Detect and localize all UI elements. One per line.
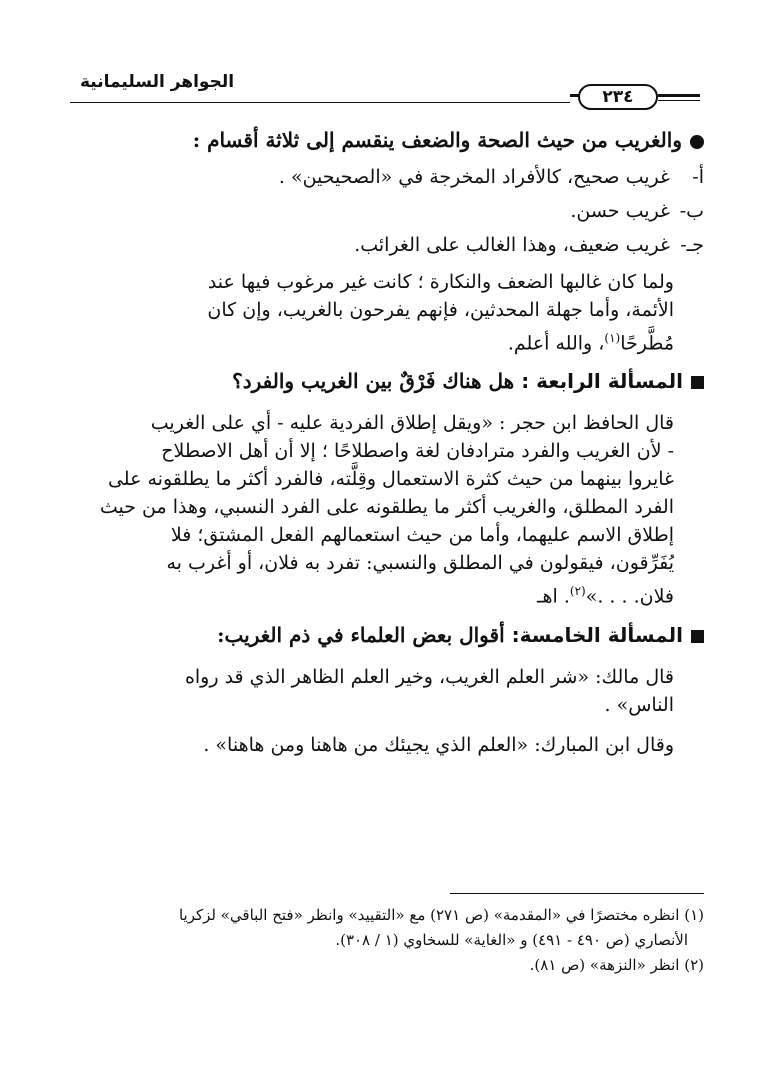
- list-item: [68, 234, 704, 256]
- section-heading-4: [68, 369, 704, 393]
- intro-heading: [68, 128, 704, 152]
- paragraph-fragment: فلان. . . .»: [585, 585, 674, 608]
- page-number-badge: [570, 84, 700, 110]
- paragraph-line: [68, 577, 674, 610]
- list-item: [68, 200, 704, 222]
- paragraph-line: [68, 324, 674, 357]
- list-marker: ب-: [679, 200, 704, 222]
- section-title: أقوال بعض العلماء في ذم الغريب:: [217, 622, 505, 647]
- paragraph-line: الفرد المطلق، والغريب أكثر ما يطلقونه على الفرد النسبي، وهذا من حيث: [99, 496, 674, 519]
- page-number: ٢٣٤: [578, 84, 658, 110]
- paragraph-fragment: ، والله أعلم.: [507, 332, 605, 355]
- paragraph-line: وقال ابن المبارك: «العلم الذي يجيئك من هاهنا ومن هاهنا» .: [203, 733, 674, 756]
- section-heading-5: [68, 623, 704, 647]
- header-rule: [70, 102, 570, 103]
- footnote-line: (١) انظره مختصرًا في «المقدمة» (ص ٢٧١) مع «التقييد» وانظر «فتح الباقي» لزكريا: [178, 906, 704, 924]
- footnote-rule: [450, 893, 704, 894]
- square-bullet-icon: [691, 376, 704, 389]
- paragraph: [68, 663, 704, 719]
- intro-heading-text: والغريب من حيث الصحة والضعف ينقسم إلى ثلاثة أقسام :: [192, 128, 682, 152]
- square-bullet-icon: [691, 630, 704, 643]
- footnote-line: الأنصاري (ص ٤٩٠ - ٤٩١) و «الغاية» للسخاوي (١ / ٣٠٨).: [335, 931, 688, 949]
- paragraph-line: قال مالك: «شر العلم الغريب، وخير العلم الظاهر الذي قد رواه: [184, 665, 674, 688]
- list-item-text: غريب ضعيف، وهذا الغالب على الغرائب.: [354, 234, 670, 256]
- paragraph: [68, 409, 704, 610]
- section-label: المسألة الخامسة:: [511, 622, 683, 647]
- list-marker: أ-: [692, 166, 704, 188]
- section-label: المسألة الرابعة :: [521, 369, 683, 394]
- footnote-ref[interactable]: (١): [604, 331, 621, 345]
- page-number-bar-right: [658, 94, 700, 97]
- paragraph-line: قال الحافظ ابن حجر : «ويقل إطلاق الفردية عليه - أي على الغريب: [150, 412, 674, 435]
- bullet-icon: [690, 135, 704, 149]
- footnote-line: (٢) انظر «النزهة» (ص ٨١).: [529, 956, 704, 974]
- list-item: [68, 166, 704, 188]
- paragraph: [68, 731, 704, 759]
- page-number-bar-right-thin: [658, 100, 700, 101]
- paragraph-line: إطلاق الاسم عليهما، وأما من حيث استعمالهم الفعل المشتق؛ فلا: [170, 524, 674, 547]
- paragraph-line: غايروا بينهما من حيث كثرة الاستعمال وقِلَّته، فالفرد أكثر ما يطلقونه على: [107, 468, 674, 491]
- page-title: الجواهر السليمانية: [80, 72, 235, 92]
- paragraph-line: الناس» .: [604, 693, 674, 716]
- paragraph-line: ولما كان غالبها الضعف والنكارة ؛ كانت غير مرغوب فيها عند: [207, 271, 674, 293]
- paragraph-fragment: مُطَّرحًا: [620, 332, 674, 355]
- paragraph-fragment: . اهـ: [536, 585, 570, 608]
- footnotes: [68, 903, 704, 978]
- footnote-ref[interactable]: (٢): [569, 584, 586, 599]
- paragraph-line: - لأن الغريب والفرد مترادفان لغة واصطلاحًا ؛ إلا أن أهل الاصطلاح: [161, 440, 674, 463]
- list-item-text: غريب حسن.: [570, 200, 670, 222]
- paragraph-line: الأئمة، وأما جهلة المحدثين، فإنهم يفرحون بالغريب، وإن كان: [207, 299, 674, 321]
- section-title: هل هناك فَرْقٌ بين الغريب والفرد؟: [232, 369, 515, 394]
- page-body: [68, 128, 704, 771]
- paragraph-line: يُفَرِّقون، فيقولون في المطلق والنسبي: تفرد به فلان، أو أغرب به: [166, 552, 674, 575]
- list-marker: جـ-: [680, 234, 704, 256]
- page-header: [70, 70, 700, 110]
- paragraph: [68, 268, 704, 357]
- list-item-text: غريب صحيح، كالأفراد المخرجة في «الصحيحين» .: [278, 166, 670, 188]
